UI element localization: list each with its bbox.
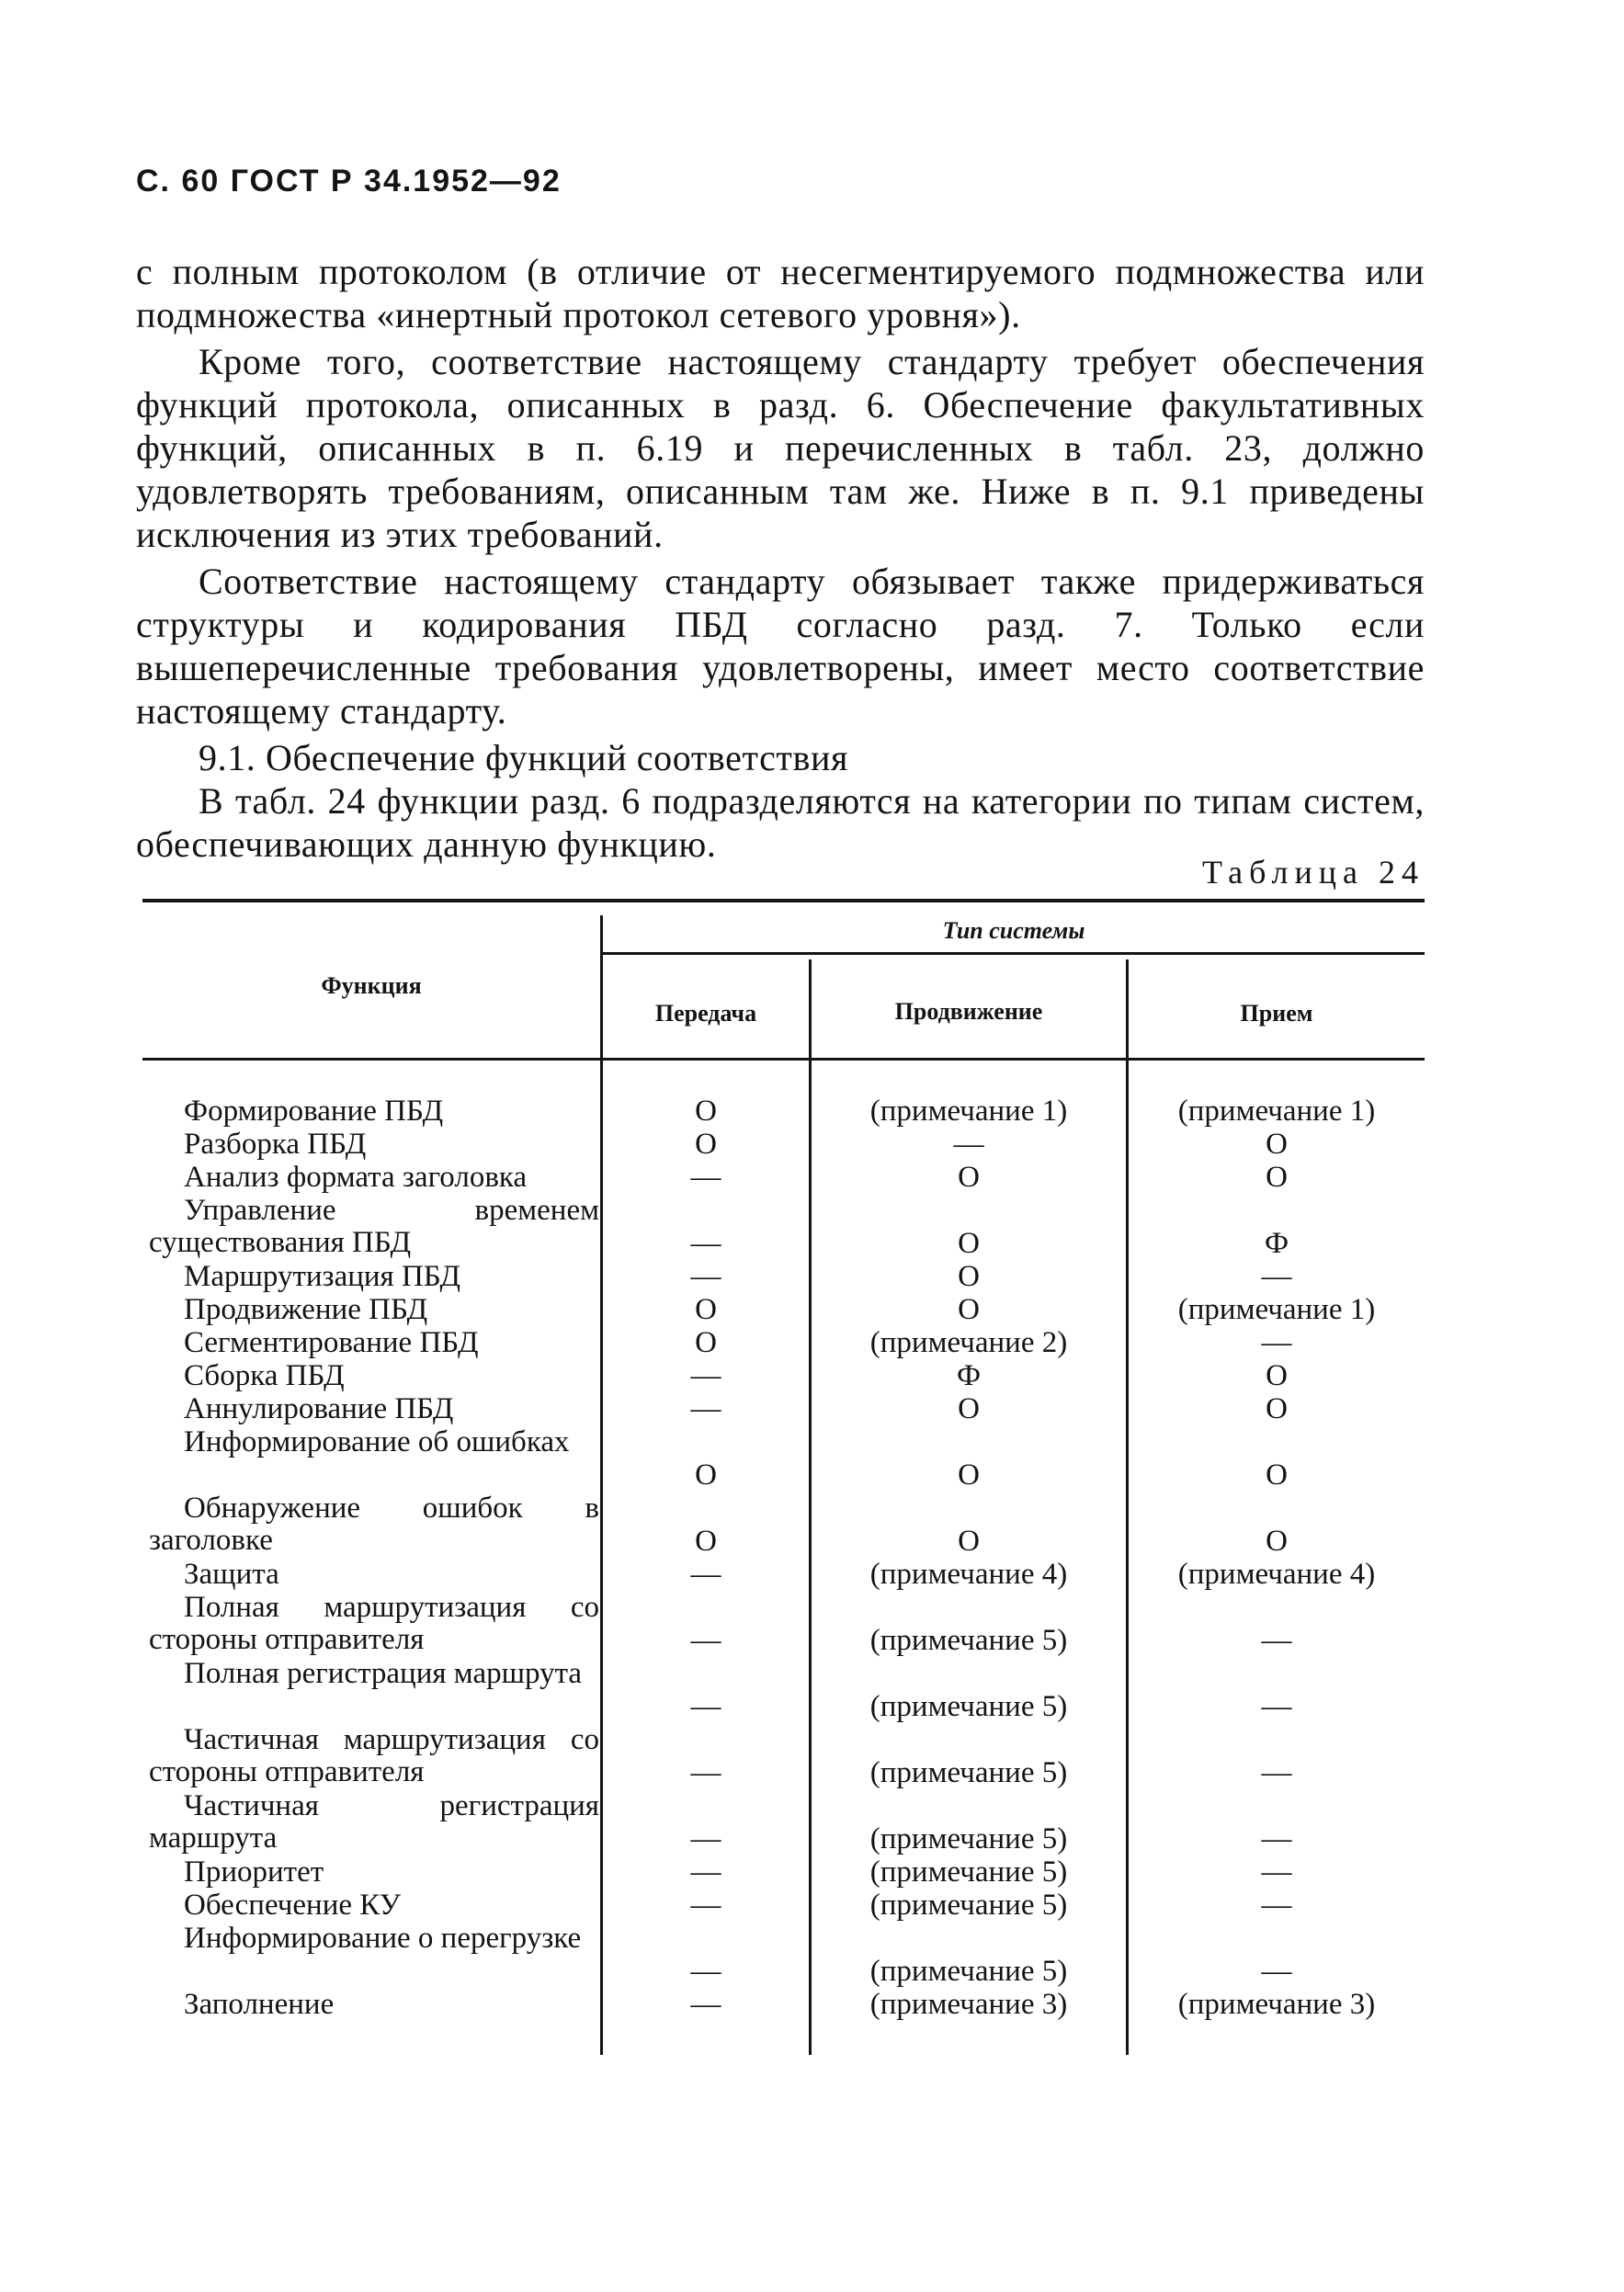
table-top-rule	[142, 899, 1425, 902]
section-heading: 9.1. Обеспечение функций соответствия	[199, 737, 849, 778]
reception-cell: О	[1266, 1392, 1288, 1425]
transmission-cell: —	[690, 1855, 721, 1889]
forwarding-cell: —	[953, 1128, 984, 1161]
forwarding-cell: О	[958, 1458, 980, 1492]
reception-cell: —	[1261, 1855, 1292, 1889]
reception-cell: —	[1261, 1889, 1292, 1922]
transmission-cell: —	[690, 1392, 721, 1425]
forwarding-cell: О	[958, 1293, 980, 1326]
reception-cell: О	[1266, 1525, 1288, 1558]
reception-cell: —	[1261, 1822, 1292, 1855]
paragraph: В табл. 24 функции разд. 6 подразделяются на категории по типам систем, обеспечивающих данную функцию.	[136, 780, 1425, 865]
function-cell: Сборка ПБД	[184, 1359, 345, 1392]
function-cell: Обеспечение КУ	[184, 1889, 401, 1922]
function-cell: Частичная маршрутизация со стороны отправителя	[149, 1723, 599, 1788]
reception-cell: —	[1261, 1756, 1292, 1789]
header-forwarding: Продвижение	[894, 998, 1043, 1025]
forwarding-cell: О	[958, 1260, 980, 1293]
transmission-cell: —	[690, 1756, 721, 1789]
forwarding-cell: О	[958, 1392, 980, 1425]
forwarding-cell: (примечание 3)	[869, 1988, 1068, 2021]
header-bottom-rule	[142, 1058, 1425, 1061]
function-cell: Аннулирование ПБД	[184, 1392, 454, 1425]
forwarding-cell: (примечание 5)	[869, 1955, 1068, 1988]
function-cell: Маршрутизация ПБД	[184, 1260, 461, 1293]
forwarding-cell: (примечание 2)	[869, 1326, 1068, 1359]
forwarding-cell: (примечание 5)	[869, 1855, 1068, 1889]
paragraph: с полным протоколом (в отличие от несегментируемого подмножества или подмножества «инертный протокол сетевого уровня»).	[136, 251, 1425, 335]
forwarding-cell: (примечание 5)	[869, 1624, 1068, 1657]
forwarding-cell: (примечание 5)	[869, 1690, 1068, 1723]
function-cell: Обнаружение ошибок в заголовке	[149, 1492, 599, 1557]
forwarding-cell: (примечание 5)	[869, 1756, 1068, 1789]
transmission-cell: —	[690, 1690, 721, 1723]
paragraph: Соответствие настоящему стандарту обязывает также придерживаться структуры и кодирования ПБД согласно разд. 7. Только если вышеперечисленные требования удовлетворены, имеет место соответствие настоящему стандарту.	[136, 561, 1425, 732]
transmission-cell: —	[690, 1822, 721, 1855]
forwarding-cell: (примечание 1)	[869, 1095, 1068, 1128]
function-cell: Частичная регистрация маршрута	[149, 1789, 599, 1855]
header-reception: Прием	[1240, 1000, 1313, 1027]
reception-cell: О	[1266, 1458, 1288, 1492]
function-cell: Разборка ПБД	[184, 1128, 367, 1161]
transmission-cell: —	[690, 1558, 721, 1591]
reception-cell: Ф	[1264, 1227, 1289, 1260]
reception-cell: —	[1261, 1955, 1292, 1988]
function-cell: Приоритет	[184, 1855, 324, 1889]
transmission-cell: О	[695, 1293, 717, 1326]
forwarding-cell: (примечание 4)	[869, 1558, 1068, 1591]
transmission-cell: О	[695, 1326, 717, 1359]
function-cell: Полная маршрутизация со стороны отправителя	[149, 1591, 599, 1656]
paragraph: Кроме того, соответствие настоящему стандарту требует обеспечения функций протокола, описанных в разд. 6. Обеспечение факультативных функций, описанных в п. 6.19 и перечисленных в табл. 23, должно удовлетворять требованиям, описанным там же. Ниже в п. 9.1 приведены исключения из этих требований.	[136, 341, 1425, 555]
header-divider	[602, 952, 1425, 955]
transmission-cell: —	[690, 1227, 721, 1260]
body-text	[136, 250, 1425, 866]
reception-cell: (примечание 3)	[1177, 1988, 1376, 2021]
transmission-cell: О	[695, 1458, 717, 1492]
reception-cell: —	[1261, 1260, 1292, 1293]
function-cell: Управление временем существования ПБД	[149, 1194, 599, 1259]
function-cell: Формирование ПБД	[184, 1095, 444, 1128]
function-cell: Полная регистрация маршрута	[184, 1657, 583, 1690]
table-caption: Таблица 24	[1202, 854, 1425, 891]
header-system-type: Тип системы	[942, 917, 1085, 944]
function-cell: Информирование об ошибках	[184, 1425, 570, 1458]
reception-cell: О	[1266, 1359, 1288, 1392]
function-cell: Анализ формата заголовка	[184, 1161, 528, 1194]
reception-cell: (примечание 4)	[1177, 1558, 1376, 1591]
transmission-cell: —	[690, 1988, 721, 2021]
transmission-cell: О	[695, 1128, 717, 1161]
reception-cell: О	[1266, 1128, 1288, 1161]
function-cell: Сегментирование ПБД	[184, 1326, 479, 1359]
function-cell: Защита	[184, 1558, 279, 1591]
reception-cell: —	[1261, 1624, 1292, 1657]
transmission-cell: О	[695, 1525, 717, 1558]
transmission-cell: —	[690, 1161, 721, 1194]
forwarding-cell: О	[958, 1227, 980, 1260]
page-header: С. 60 ГОСТ Р 34.1952—92	[136, 164, 562, 199]
transmission-cell: —	[690, 1955, 721, 1988]
transmission-cell: —	[690, 1624, 721, 1657]
transmission-cell: —	[690, 1260, 721, 1293]
forwarding-cell: О	[958, 1161, 980, 1194]
reception-cell: (примечание 1)	[1177, 1293, 1376, 1326]
forwarding-cell: (примечание 5)	[869, 1889, 1068, 1922]
function-cell: Информирование о перегрузке	[184, 1922, 582, 1955]
forwarding-cell: О	[958, 1525, 980, 1558]
reception-cell: —	[1261, 1326, 1292, 1359]
function-cell: Продвижение ПБД	[184, 1293, 428, 1326]
transmission-cell: О	[695, 1095, 717, 1128]
forwarding-cell: (примечание 5)	[869, 1822, 1068, 1855]
header-transmission: Передача	[654, 1000, 757, 1027]
function-cell: Заполнение	[184, 1988, 335, 2021]
reception-cell: (примечание 1)	[1177, 1095, 1376, 1128]
header-function: Функция	[321, 972, 422, 999]
forwarding-cell: Ф	[956, 1359, 982, 1392]
transmission-cell: —	[690, 1889, 721, 1922]
reception-cell: О	[1266, 1161, 1288, 1194]
transmission-cell: —	[690, 1359, 721, 1392]
reception-cell: —	[1261, 1690, 1292, 1723]
